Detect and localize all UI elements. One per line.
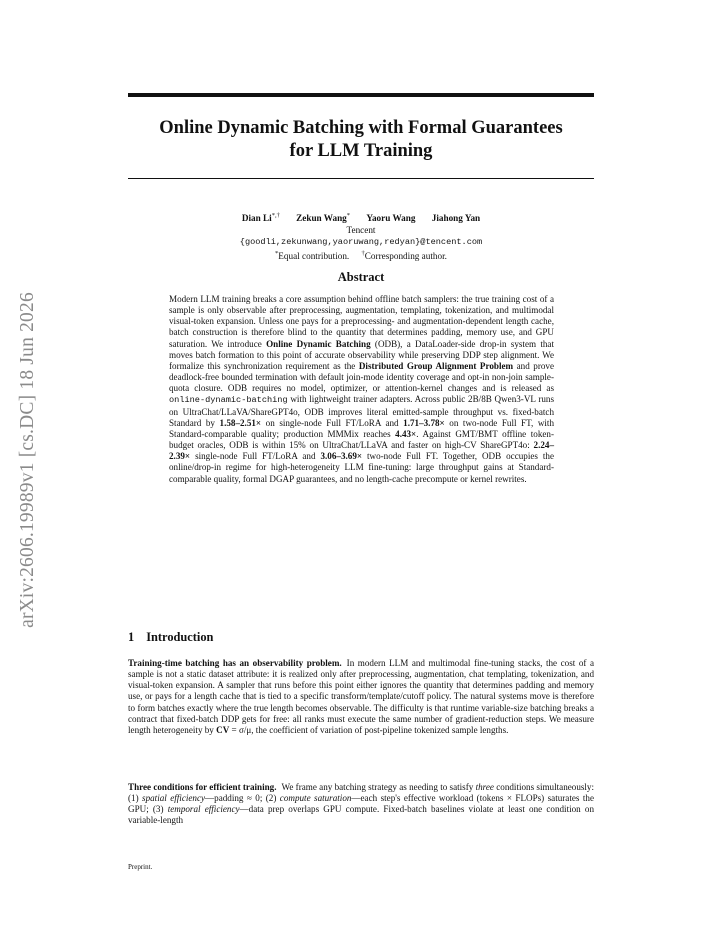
paragraph-heading: Training-time batching has an observability problem. [128,658,342,668]
intro-paragraph-1: Training-time batching has an observability problem. In modern LLM and multimodal fine-tuning stacks, the cost of a sample is not a static dataset attribute: it is realized only after preprocessing, augmentation, chat templating, tokenization, and visual-token expansion. A sampler that runs before this point either ignores the quantity that determines padding and memory use, or pays for a length cache that is tied to a specific transform/template/cutoff policy. The natural systems move is therefore to form batches exactly where the true length becomes observable. The difficulty is that runtime variable-size batching breaks a contract that fixed-batch DDP gets for free: all ranks must execute the same number of gradient-reduction steps. We measure length heterogeneity by CV = σ/μ, the coefficient of variation of post-pipeline tokenized sample lengths. [128,658,594,735]
paragraph-heading: Three conditions for efficient training. [128,782,277,792]
abstract-body: Modern LLM training breaks a core assumption behind offline batch samplers: the true training cost of a sample is only observable after preprocessing, augmentation, templating, tokenization, and multimodal visual-token expansion. Unless one pays for a preprocessing- and augmentation-dependent length cache, batch construction is therefore blind to the quantity that determines padding, memory use, and GPU saturation. We introduce Online Dynamic Batching (ODB), a DataLoader-side drop-in system that moves batch formation to this point of accurate observability while preserving DDP step alignment. We formalize this synchronization requirement as the Distributed Group Alignment Problem and prove deadlock-free bounded termination with default join-mode identity coverage and opt-in non-join sample-quota closure. ODB requires no model, optimizer, or attention-kernel changes and is released as online-dynamic-batching with lightweight trainer adapters. Across public 2B/8B Qwen3-VL runs on UltraChat/LLaVA/ShareGPT4o, ODB improves literal emitted-sample throughput vs. fixed-batch Standard by 1.58–2.51× on single-node Full FT/LoRA and 1.71–3.78× on two-node Full FT, with Standard-comparable quality; production MMMix reaches 4.43×. Against GMT/BMT offline token-budget oracles, ODB is within 15% on UltraChat/LLaVA and faster on high-CV ShareGPT4o: 2.24–2.39× single-node Full FT/LoRA and 3.06–3.69× two-node Full FT. Together, ODB occupies the online/drop-in regime for high-heterogeneity LLM fine-tuning: large throughput gains at Standard-comparable quality, formal DGAP guarantees, and no length-cache precompute or kernel rewrites. [169,294,555,484]
author: Zekun Wang* [296,212,351,224]
footer-note: Preprint. [128,863,153,871]
author: Jiahong Yan [431,213,481,224]
title-line-1: Online Dynamic Batching with Formal Guarantees [159,118,563,138]
author-list [128,210,594,224]
section-heading-introduction: 1 Introduction [128,630,214,644]
arxiv-sidebar [14,260,42,660]
intro-paragraph-2: Three conditions for efficient training. We frame any batching strategy as needing to satisfy three conditions simultaneously: (1) spatial efficiency—padding ≈ 0; (2) compute saturation—each step's effective workload (tokens × FLOPs) saturates the GPU; (3) temporal efficiency—data prep overlaps GPU compute. Fixed-batch baselines violate at least one condition on variable-length [128,782,595,826]
author-emails: {goodli,zekunwang,yaoruwang,redyan}@tencent.com [239,237,483,248]
author: Yaoru Wang [366,213,416,224]
equal-contribution-note: *Equal contribution. [275,250,350,262]
author-notes [128,248,594,262]
abstract-heading: Abstract [337,270,385,284]
paper-title [128,117,594,163]
package-name: online-dynamic-batching [169,395,288,406]
title-rule-bottom [128,178,594,179]
arxiv-stamp: arXiv:2606.19989v1 [cs.DC] 18 Jun 2026 [17,292,38,628]
affiliation: Tencent [346,225,376,236]
author: Dian Li*,† [241,212,280,224]
title-rule-top [128,93,594,97]
title-line-2: for LLM Training [289,141,433,161]
corresponding-author-note: †Corresponding author. [361,250,447,262]
author-block [128,210,594,262]
